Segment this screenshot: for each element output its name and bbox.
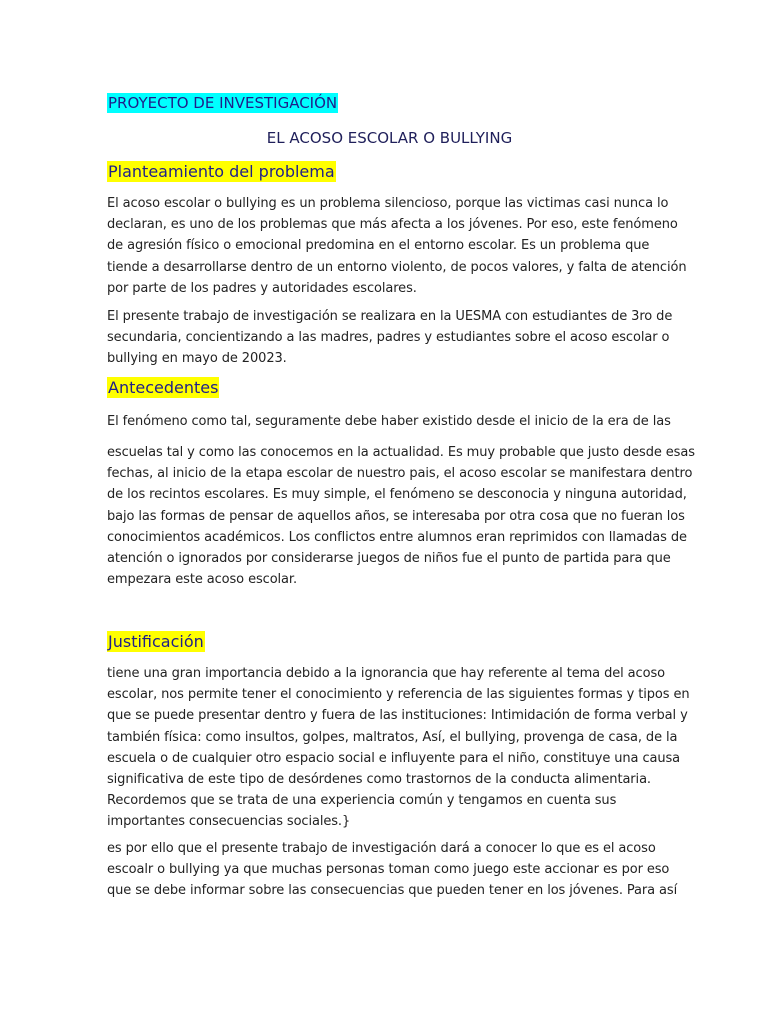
text-line: por parte de los padres y autoridades escolares.: [107, 280, 417, 296]
text-line: bullying en mayo de 20023.: [107, 351, 287, 367]
text-line: bajo las formas de pensar de aquellos años, se interesaba por otra cosa que no fueran los: [107, 508, 685, 524]
text-line: conocimientos académicos. Los conflictos entre alumnos eran reprimidos con llamadas de: [107, 529, 687, 545]
paragraph-antecedentes-2: [107, 442, 695, 590]
text-line: de agresión físico o emocional predomina en el entorno escolar. Es un problema que: [107, 238, 650, 254]
text-line: fechas, al inicio de la etapa escolar de nuestro pais, el acoso escolar se manifestara dentro: [107, 466, 693, 482]
paragraph-planteamiento-2: [107, 306, 672, 370]
text-line: Recordemos que se trata de una experiencia común y tengamos en cuenta sus: [107, 793, 617, 809]
heading-justificacion-text: Justificación: [108, 632, 204, 651]
document-title-text: PROYECTO DE INVESTIGACIÓN: [108, 94, 338, 112]
text-line: El fenómeno como tal, seguramente debe haber existido desde el inicio de la era de las: [107, 414, 671, 429]
heading-justificacion: [107, 631, 205, 653]
text-line: tiene una gran importancia debido a la ignorancia que hay referente al tema del acoso: [107, 666, 665, 681]
document-title: [107, 93, 338, 113]
text-line: es por ello que el presente trabajo de investigación dará a conocer lo que es el acoso: [107, 841, 656, 856]
heading-planteamiento: [107, 161, 336, 183]
text-line: El presente trabajo de investigación se realizara en la UESMA con estudiantes de 3ro de: [107, 309, 673, 324]
text-line: también física: como insultos, golpes, maltratos, Así, el bullying, provenga de casa, de la: [107, 729, 678, 745]
paragraph-planteamiento-1: [107, 193, 687, 299]
paragraph-justificacion-2: [107, 838, 678, 902]
text-line: de los recintos escolares. Es muy simple, el fenómeno se desconocia y ninguna autoridad,: [107, 487, 687, 503]
heading-antecedentes: [107, 377, 219, 399]
text-line: que se puede presentar dentro y fuera de las instituciones: Intimidación de forma verbal y: [107, 708, 688, 724]
text-line: importantes consecuencias sociales.}: [107, 814, 351, 830]
text-line: declaran, es uno de los problemas que más afecta a los jóvenes. Por eso, este fenómeno: [107, 217, 678, 233]
document-subtitle: EL ACOSO ESCOLAR O BULLYING: [266, 129, 513, 147]
text-line: atención o ignorados por considerarse juegos de niños fue el punto de partida para que: [107, 551, 671, 567]
text-line: significativa de este tipo de desórdenes como trastornos de la conducta alimentaria.: [107, 772, 651, 788]
text-line: tiende a desarrollarse dentro de un entorno violento, de pocos valores, y falta de atención: [107, 259, 687, 275]
text-line: escuela o de cualquier otro espacio social e influyente para el niño, constituye una causa: [107, 750, 681, 766]
text-line: escoalr o bullying ya que muchas personas toman como juego este accionar es por eso: [107, 862, 670, 878]
text-line: secundaria, concientizando a las madres, padres y estudiantes sobre el acoso escolar o: [107, 330, 670, 346]
text-line: El acoso escolar o bullying es un problema silencioso, porque las victimas casi nunca lo: [107, 196, 669, 211]
paragraph-justificacion-1: [107, 663, 690, 833]
heading-antecedentes-text: Antecedentes: [108, 378, 219, 397]
heading-planteamiento-text: Planteamiento del problema: [108, 162, 335, 181]
text-line: empezara este acoso escolar.: [107, 572, 298, 588]
text-line: escuelas tal y como las conocemos en la actualidad. Es muy probable que justo desde esas: [107, 445, 695, 460]
paragraph-antecedentes-1: [107, 411, 672, 432]
text-line: que se debe informar sobre las consecuencias que pueden tener en los jóvenes. Para así: [107, 883, 678, 899]
text-line: escolar, nos permite tener el conocimiento y referencia de las siguientes formas y tipos en: [107, 687, 690, 703]
